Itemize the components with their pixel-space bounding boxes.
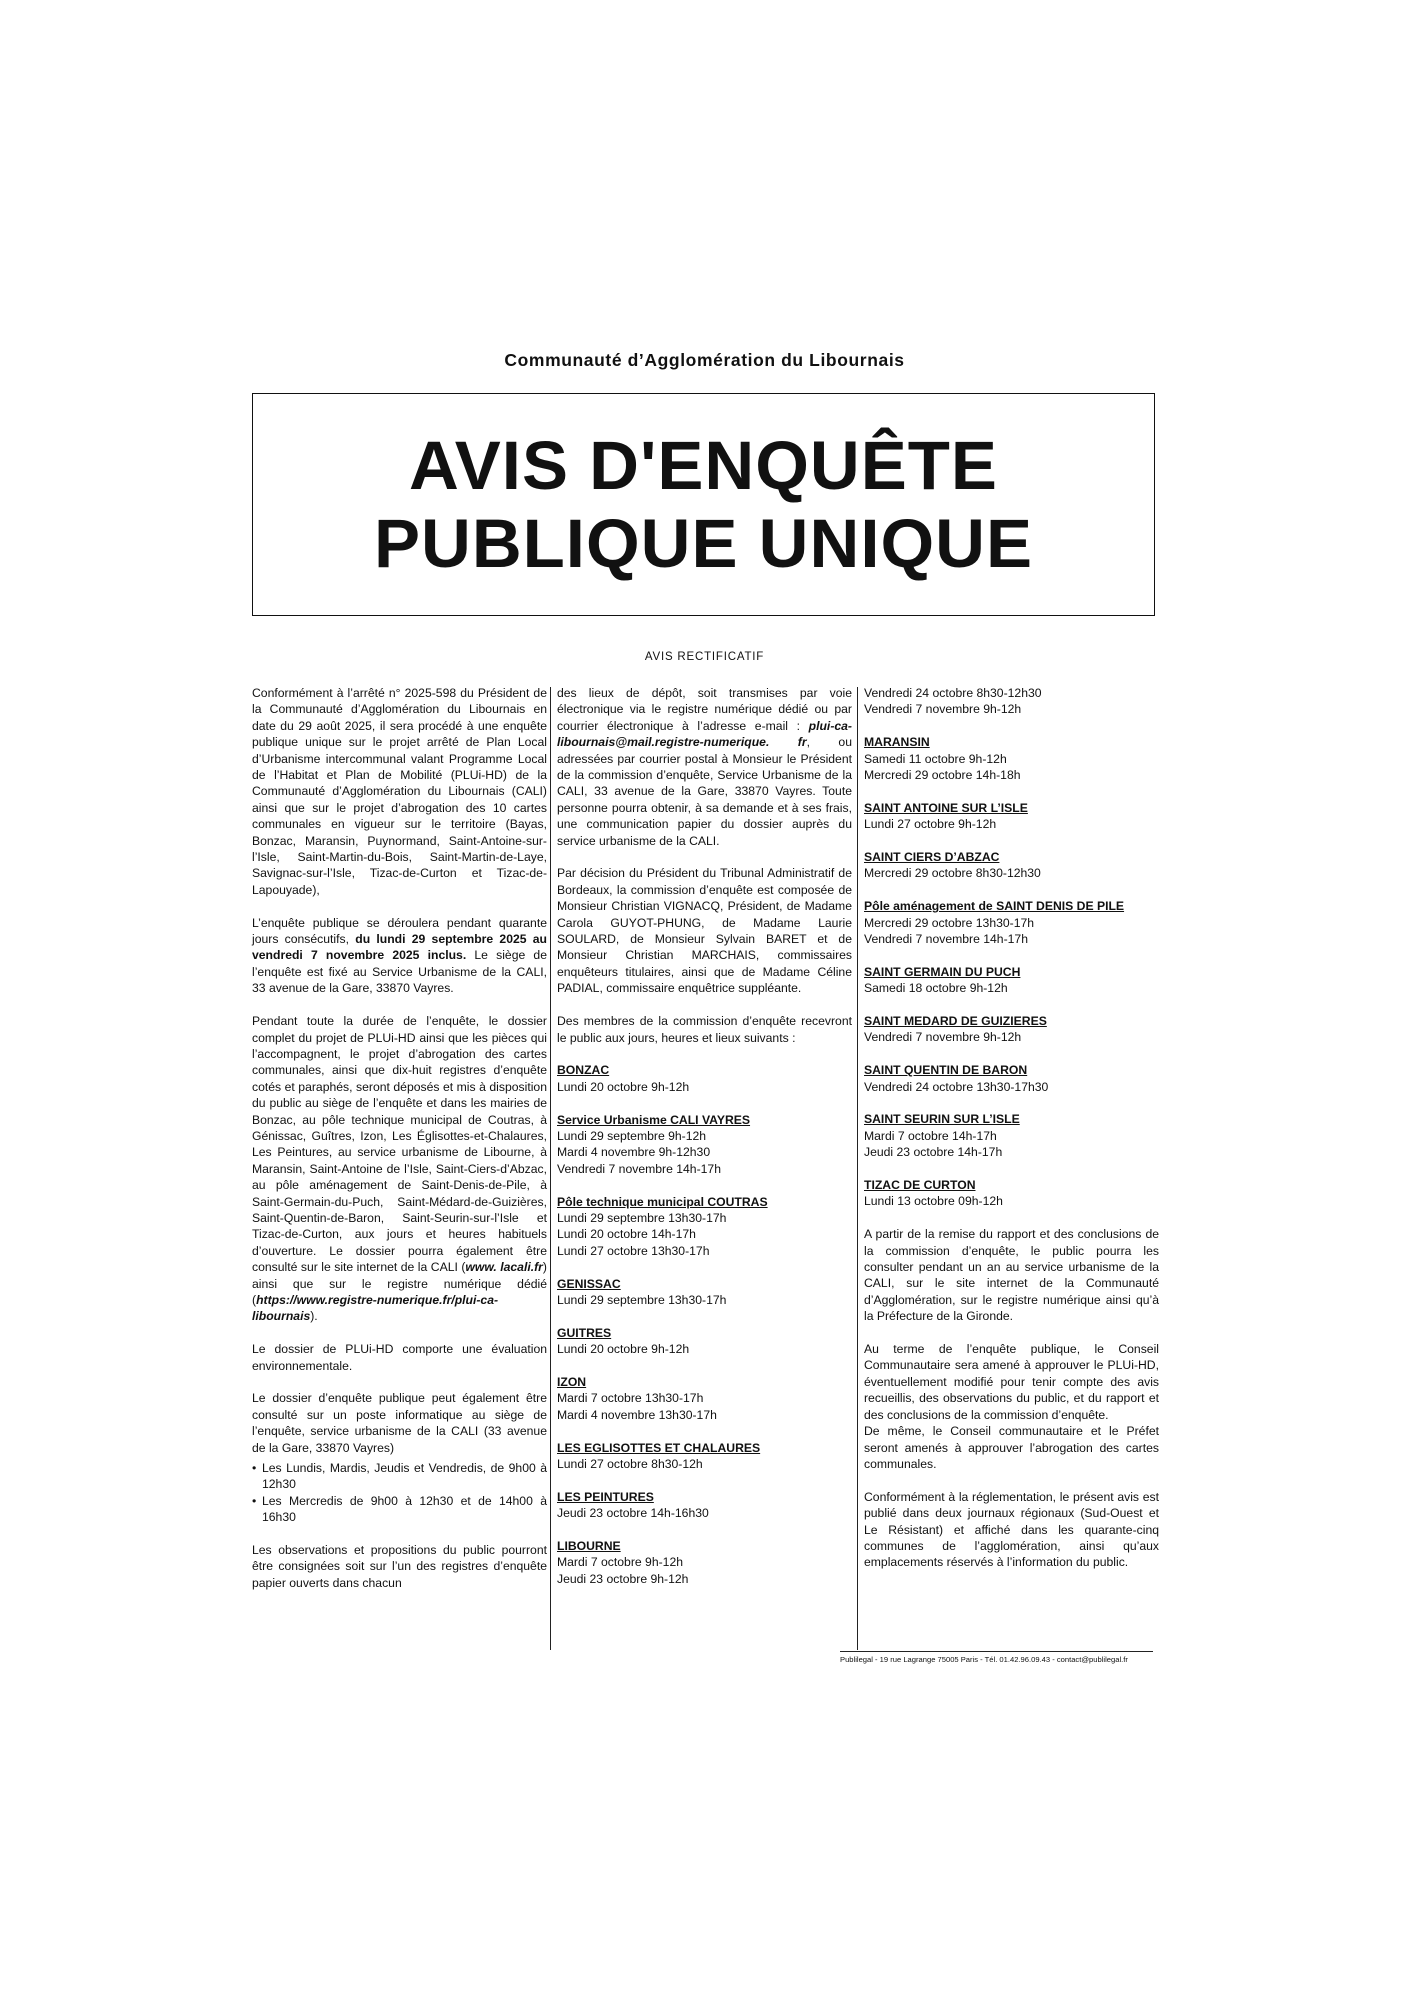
schedule-time: Lundi 20 octobre 9h-12h bbox=[557, 1079, 690, 1094]
paragraph-rapport: A partir de la remise du rapport et des conclusions de la commission d’enquête, le public pourra les consulter pendant un an au service urbanisme de la CALI, sur le site internet de la Communauté d’Agglomération, sur le registre numérique ainsi qu’à la Préfecture de la Gironde. bbox=[864, 1227, 1159, 1324]
bullet-dot: • bbox=[252, 1493, 257, 1508]
schedule-genissac bbox=[557, 1276, 852, 1309]
schedule-place: SAINT GERMAIN DU PUCH bbox=[864, 964, 1021, 979]
paragraph-evaluation: Le dossier de PLUi-HD comporte une évaluation environnementale. bbox=[252, 1342, 547, 1373]
paragraph-observations: Les observations et propositions du public pourront être consignées soit sur l’un des registres d’enquête papier ouverts dans chacun bbox=[252, 1543, 547, 1590]
paragraph-arrete: Conformément à l’arrêté n° 2025-598 du Président de la Communauté d’Agglomération du Libournais en date du 29 août 2025, il sera procédé à une enquête publique unique sur le projet arrêté de Plan Local d’Urbanisme intercommunal valant Programme Local de l’Habitat et Plan de Mobilité (PLUi-HD) de la Communauté d’Agglomération du Libournais (CALI) ainsi que sur le projet d’abrogation des 10 cartes communales en vigueur sur le territoire (Bayas, Bonzac, Maransin, Puynormand, Saint-Antoine-sur-l’Isle, Saint-Martin-du-Bois, Saint-Martin-de-Laye, Savignac-sur-l’Isle, Tizac-de-Curton et Tizac-de-Lapouyade), bbox=[252, 686, 547, 897]
organization-header: Communauté d’Agglomération du Libournais bbox=[504, 350, 905, 370]
schedule-time: Vendredi 7 novembre 9h-12h bbox=[864, 1030, 1022, 1045]
schedule-peintures bbox=[557, 1489, 852, 1522]
schedule-maransin bbox=[864, 734, 1159, 783]
schedule-time: Mercredi 29 octobre 8h30-12h30 bbox=[864, 866, 1041, 881]
schedule-place: MARANSIN bbox=[864, 735, 930, 750]
paragraph-commission: Par décision du Président du Tribunal Administratif de Bordeaux, la commission d’enquête est composée de Monsieur Christian VIGNACQ, Président, de Madame Carola GUYOT-PHUNG, de Madame Laurie SOULARD, de Monsieur Sylvain BARET et de Monsieur Christian MARCHAIS, commissaires enquêteurs titulaires, ainsi que de Madame Céline PADIAL, commissaire enquêtrice suppléante. bbox=[557, 866, 852, 996]
schedule-place: Pôle aménagement de SAINT DENIS DE PILE bbox=[864, 899, 1125, 914]
schedule-place: SAINT ANTOINE SUR L’ISLE bbox=[864, 800, 1028, 815]
notice-subtitle: AVIS RECTIFICATIF bbox=[644, 651, 765, 663]
schedule-time: Samedi 11 octobre 9h-12h bbox=[864, 751, 1007, 766]
dossier-text-a: Pendant toute la durée de l’enquête, le dossier complet du projet de PLUi-HD ainsi que les pièces qui l’accompagnent, le projet d’abrogation des cartes communales, ainsi que dix-huit registres d’enquête cotés et paraphés, seront déposés et mis à disposition du public au siège de l’enquête et dans les mairies de Bonzac, au pôle technique municipal de Coutras, à Génissac, Guîtres, Izon, Les Églisottes-et-Chalaures, Les Peintures, au service urbanisme de Libourne, à Maransin, Saint-Antoine de l’Isle, Saint-Ciers-d’Abzac, au pôle aménagement de Saint-Denis-de-Pile, à Saint-Germain-du-Puch, Saint-Médard-de-Guizières, Saint-Quentin-de-Baron, Saint-Seurin-sur-l’Isle et Tizac-de-Curton, aux jours et heures habituels d’ouverture. Le dossier pourra également être consulté sur le site internet de la CALI ( bbox=[252, 1014, 547, 1275]
dossier-text-b: ) ainsi que sur le registre numérique dédié ( bbox=[252, 1260, 547, 1307]
schedule-eglisottes bbox=[557, 1440, 852, 1473]
paragraph-publication: Conformément à la réglementation, le présent avis est publié dans deux journaux régionaux (Sud-Ouest et Le Résistant) et affiché dans les quarante-cinq communes de l’agglomération, ainsi qu’aux emplacements réservés à l’information du public. bbox=[864, 1489, 1159, 1570]
paragraph-transmission bbox=[557, 685, 852, 849]
dates-text-a: L’enquête publique se déroulera pendant quarante jours consécutifs, bbox=[252, 915, 547, 947]
schedule-saint-seurin bbox=[864, 1111, 1159, 1160]
schedule-place: Pôle technique municipal COUTRAS bbox=[557, 1194, 768, 1209]
schedule-time: Lundi 29 septembre 13h30-17h bbox=[557, 1292, 727, 1307]
publisher-footer: Publilegal - 19 rue Lagrange 75005 Paris - Tél. 01.42.96.09.43 - contact@publilegal.fr bbox=[840, 1651, 1153, 1664]
paragraph-dossier bbox=[252, 1013, 547, 1325]
schedule-time: Lundi 20 octobre 9h-12h bbox=[557, 1342, 690, 1357]
schedule-time: Vendredi 7 novembre 14h-17h bbox=[557, 1161, 721, 1176]
schedule-time: Vendredi 24 octobre 8h30-12h30 bbox=[864, 686, 1042, 700]
schedule-time: Vendredi 24 octobre 13h30-17h30 bbox=[864, 1079, 1049, 1094]
column-rule-2 bbox=[857, 687, 858, 1650]
schedule-saint-germain bbox=[864, 964, 1159, 997]
schedule-place: BONZAC bbox=[557, 1063, 610, 1078]
bullet-dot: • bbox=[252, 1461, 257, 1476]
bullet-item bbox=[252, 1460, 547, 1493]
schedule-izon bbox=[557, 1374, 852, 1423]
dates-text-b: Le siège de l’enquête est fixé au Service Urbanisme de la CALI, 33 avenue de la Gare, 33870 Vayres. bbox=[252, 948, 547, 996]
schedule-place: LIBOURNE bbox=[557, 1538, 621, 1553]
schedule-time: Samedi 18 octobre 9h-12h bbox=[864, 981, 1008, 996]
paragraph-dates bbox=[252, 915, 547, 997]
schedule-place: SAINT QUENTIN DE BARON bbox=[864, 1063, 1028, 1078]
schedule-saint-quentin bbox=[864, 1062, 1159, 1095]
bullet-item bbox=[252, 1493, 547, 1526]
email-link[interactable]: plui-ca-libournais@mail.registre-numerique. fr bbox=[557, 718, 852, 750]
bullet-text: Les Mercredis de 9h00 à 12h30 et de 14h00 à 16h30 bbox=[262, 1493, 547, 1525]
schedule-place: SAINT MEDARD DE GUIZIERES bbox=[864, 1014, 1047, 1029]
schedule-time: Mardi 7 octobre 14h-17h bbox=[864, 1128, 997, 1143]
schedule-place: SAINT SEURIN SUR L’ISLE bbox=[864, 1112, 1020, 1127]
schedule-time: Mardi 4 novembre 13h30-17h bbox=[557, 1407, 717, 1422]
registre-link[interactable]: https://www.registre-numerique.fr/plui-ca-libournais bbox=[252, 1293, 499, 1324]
transmission-text-b: , ou adressées par courrier postal à Monsieur le Président de la commission d’enquête, Service Urbanisme de la CALI, 33 avenue de la Gare, 33870 Vayres. Toute personne pourra obtenir, à sa demande et à ses frais, une communication papier du dossier auprès du service urbanisme de la CALI. bbox=[557, 735, 852, 848]
schedule-time: Mardi 7 octobre 13h30-17h bbox=[557, 1391, 704, 1406]
schedule-libourne-continued bbox=[864, 685, 1159, 718]
paragraph-abrogation: De même, le Conseil communautaire et le Préfet seront amenés à approuver l’abrogation des cartes communales. bbox=[864, 1424, 1159, 1471]
schedule-tizac bbox=[864, 1177, 1159, 1210]
schedule-saint-ciers bbox=[864, 849, 1159, 882]
schedule-place: TIZAC DE CURTON bbox=[864, 1178, 976, 1193]
dates-text-bold: du lundi 29 septembre 2025 au vendredi 7 novembre 2025 inclus. bbox=[252, 932, 547, 963]
schedule-time: Lundi 29 septembre 9h-12h bbox=[557, 1128, 707, 1143]
schedule-time: Lundi 13 octobre 09h-12h bbox=[864, 1194, 1003, 1209]
schedule-saint-medard bbox=[864, 1013, 1159, 1046]
paragraph-conseil: Au terme de l’enquête publique, le Conseil Communautaire sera amené à approuver le PLUi-HD, éventuellement modifié pour tenir compte des avis recueillis, des observations du public, et du rapport et des conclusions de la commission d’enquête. bbox=[864, 1342, 1159, 1422]
schedule-time: Mercredi 29 octobre 14h-18h bbox=[864, 768, 1021, 783]
schedule-time: Mardi 4 novembre 9h-12h30 bbox=[557, 1145, 711, 1160]
schedule-time: Jeudi 23 octobre 14h-16h30 bbox=[557, 1506, 709, 1521]
schedule-time: Jeudi 23 octobre 9h-12h bbox=[557, 1571, 689, 1586]
title-line-1: AVIS D'ENQUÊTE bbox=[409, 426, 998, 504]
schedule-vayres bbox=[557, 1112, 852, 1178]
column-3 bbox=[864, 685, 1159, 1587]
column-2 bbox=[557, 685, 852, 1587]
schedule-coutras bbox=[557, 1194, 852, 1260]
schedule-time: Lundi 20 octobre 14h-17h bbox=[557, 1227, 696, 1242]
schedule-place: LES PEINTURES bbox=[557, 1489, 654, 1504]
schedule-time: Lundi 27 octobre 13h30-17h bbox=[557, 1243, 710, 1258]
schedule-place: Service Urbanisme CALI VAYRES bbox=[557, 1112, 751, 1127]
schedule-time: Jeudi 23 octobre 14h-17h bbox=[864, 1145, 1003, 1160]
schedule-time: Lundi 27 octobre 8h30-12h bbox=[557, 1456, 703, 1471]
schedule-place: GUITRES bbox=[557, 1325, 612, 1340]
paragraph-poste: Le dossier d’enquête publique peut également être consulté sur un poste informatique au siège de l’enquête, service urbanisme de la CALI (33 avenue de la Gare, 33870 Vayres) bbox=[252, 1391, 547, 1455]
schedule-place: SAINT CIERS D’ABZAC bbox=[864, 850, 1000, 865]
schedule-saint-antoine bbox=[864, 800, 1159, 833]
dossier-text-c: ). bbox=[310, 1309, 318, 1324]
schedule-place: LES EGLISOTTES ET CHALAURES bbox=[557, 1440, 761, 1455]
schedule-bonzac bbox=[557, 1062, 852, 1095]
schedule-time: Vendredi 7 novembre 9h-12h bbox=[864, 702, 1022, 717]
column-1 bbox=[252, 685, 547, 1608]
cali-website-link[interactable]: www. lacali.fr bbox=[465, 1260, 543, 1275]
schedule-time: Mercredi 29 octobre 13h30-17h bbox=[864, 915, 1035, 930]
schedule-time: Lundi 29 septembre 13h30-17h bbox=[557, 1210, 727, 1225]
column-rule-1 bbox=[550, 687, 551, 1650]
schedule-time: Mardi 7 octobre 9h-12h bbox=[557, 1555, 684, 1570]
schedule-guitres bbox=[557, 1325, 852, 1358]
title-line-2: PUBLIQUE UNIQUE bbox=[373, 504, 1034, 582]
schedule-time: Vendredi 7 novembre 14h-17h bbox=[864, 932, 1028, 947]
schedule-place: IZON bbox=[557, 1374, 587, 1389]
schedule-libourne bbox=[557, 1538, 852, 1587]
paragraph-permanences: Des membres de la commission d’enquête recevront le public aux jours, heures et lieux suivants : bbox=[557, 1014, 852, 1045]
schedule-saint-denis bbox=[864, 898, 1159, 947]
bullet-text: Les Lundis, Mardis, Jeudis et Vendredis, de 9h00 à 12h30 bbox=[262, 1461, 547, 1492]
schedule-time: Lundi 27 octobre 9h-12h bbox=[864, 817, 997, 832]
transmission-text-a: des lieux de dépôt, soit transmises par voie électronique via le registre numérique dédié ou par courrier électronique à l’adresse e-mail : bbox=[557, 686, 852, 733]
schedule-place: GENISSAC bbox=[557, 1276, 621, 1291]
title-box bbox=[252, 393, 1155, 616]
